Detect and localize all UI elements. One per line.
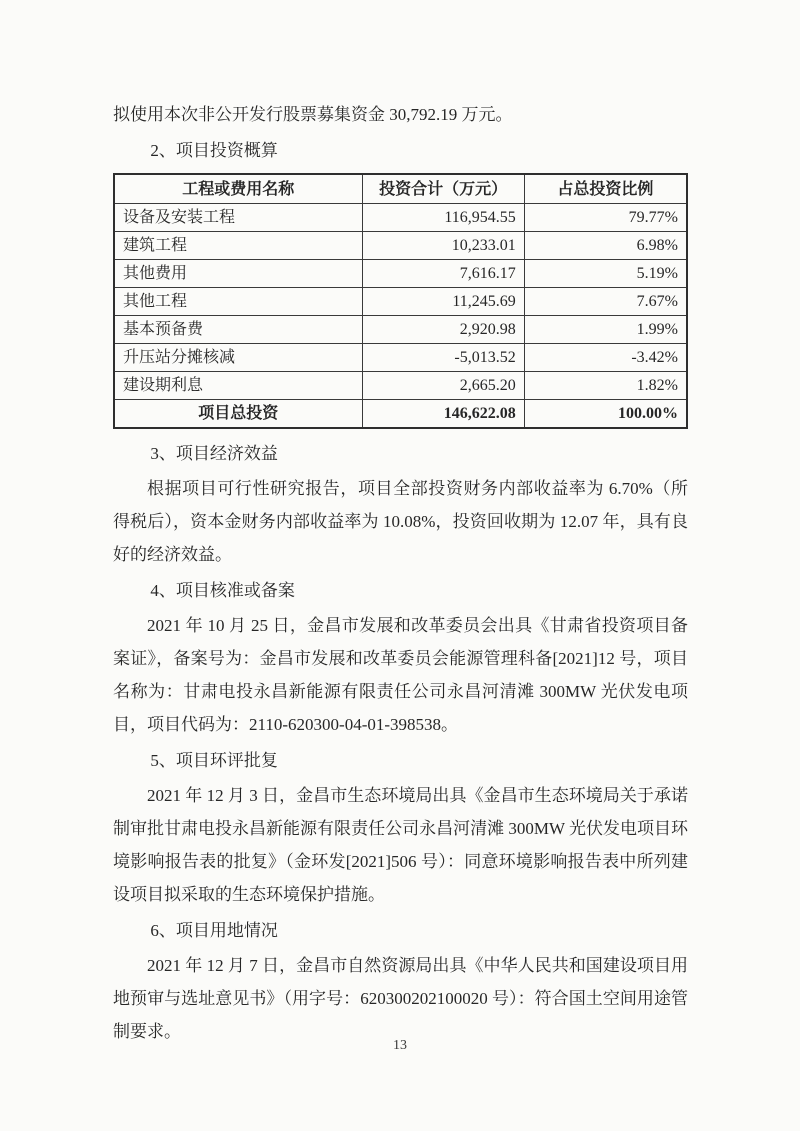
cell-investment-amount: -5,013.52	[362, 344, 524, 372]
cell-project-name: 设备及安装工程	[114, 204, 362, 232]
cell-project-name: 其他费用	[114, 260, 362, 288]
table-row	[114, 316, 687, 344]
section-heading-economic-benefit: 3、项目经济效益	[150, 444, 278, 463]
cell-project-name: 建筑工程	[114, 232, 362, 260]
cell-total-label: 项目总投资	[114, 400, 362, 429]
cell-project-name: 升压站分摊核减	[114, 344, 362, 372]
cell-percentage: 1.99%	[524, 316, 687, 344]
cell-percentage: 79.77%	[524, 204, 687, 232]
table-header-row	[114, 174, 687, 204]
cell-investment-amount: 7,616.17	[362, 260, 524, 288]
section-heading-investment-estimate: 2、项目投资概算	[150, 141, 278, 160]
section-heading-environmental-approval: 5、项目环评批复	[150, 751, 278, 770]
section-heading-land-use: 6、项目用地情况	[150, 921, 278, 940]
paragraph-economic-benefit: 根据项目可行性研究报告，项目全部投资财务内部收益率为 6.70%（所得税后），资本金财务内部收益率为 10.08%，投资回收期为 12.07 年，具有良好的经济效益。	[113, 479, 688, 564]
cell-total-percentage: 100.00%	[524, 400, 687, 429]
cell-percentage: 7.67%	[524, 288, 687, 316]
cell-project-name: 其他工程	[114, 288, 362, 316]
cell-project-name: 基本预备费	[114, 316, 362, 344]
cell-investment-amount: 11,245.69	[362, 288, 524, 316]
cell-investment-amount: 10,233.01	[362, 232, 524, 260]
cell-percentage: 5.19%	[524, 260, 687, 288]
column-header-investment-total: 投资合计（万元）	[362, 174, 524, 204]
table-row	[114, 204, 687, 232]
cell-investment-amount: 2,665.20	[362, 372, 524, 400]
section-heading-project-approval: 4、项目核准或备案	[150, 581, 295, 600]
table-row	[114, 260, 687, 288]
table-row	[114, 232, 687, 260]
cell-investment-amount: 116,954.55	[362, 204, 524, 232]
cell-percentage: -3.42%	[524, 344, 687, 372]
intro-paragraph: 拟使用本次非公开发行股票募集资金 30,792.19 万元。	[113, 105, 513, 124]
table-row	[114, 344, 687, 372]
cell-percentage: 1.82%	[524, 372, 687, 400]
cell-total-amount: 146,622.08	[362, 400, 524, 429]
table-row	[114, 372, 687, 400]
cell-percentage: 6.98%	[524, 232, 687, 260]
page-number: 13	[393, 1038, 407, 1053]
table-total-row	[114, 400, 687, 429]
cell-project-name: 建设期利息	[114, 372, 362, 400]
paragraph-project-approval: 2021 年 10 月 25 日，金昌市发展和改革委员会出具《甘肃省投资项目备案证》，备案号为：金昌市发展和改革委员会能源管理科备[2021]12 号，项目名称为：甘肃电投永昌新能源有限责任公司永昌河清滩 300MW 光伏发电项目，项目代码为：2110-620300-04-01-398538。	[113, 616, 688, 734]
paragraph-environmental-approval: 2021 年 12 月 3 日，金昌市生态环境局出具《金昌市生态环境局关于承诺制审批甘肃电投永昌新能源有限责任公司永昌河清滩 300MW 光伏发电项目环境影响报告表的批复》（金环发[2021]506 号）：同意环境影响报告表中所列建设项目拟采取的生态环境保护措施。	[113, 786, 688, 904]
paragraph-land-use: 2021 年 12 月 7 日，金昌市自然资源局出具《中华人民共和国建设项目用地预审与选址意见书》（用字号：620300202100020 号）：符合国土空间用途管制要求。	[113, 956, 688, 1041]
table-row	[114, 288, 687, 316]
cell-investment-amount: 2,920.98	[362, 316, 524, 344]
column-header-project-name: 工程或费用名称	[114, 174, 362, 204]
column-header-percentage: 占总投资比例	[524, 174, 687, 204]
investment-budget-table	[113, 173, 688, 429]
